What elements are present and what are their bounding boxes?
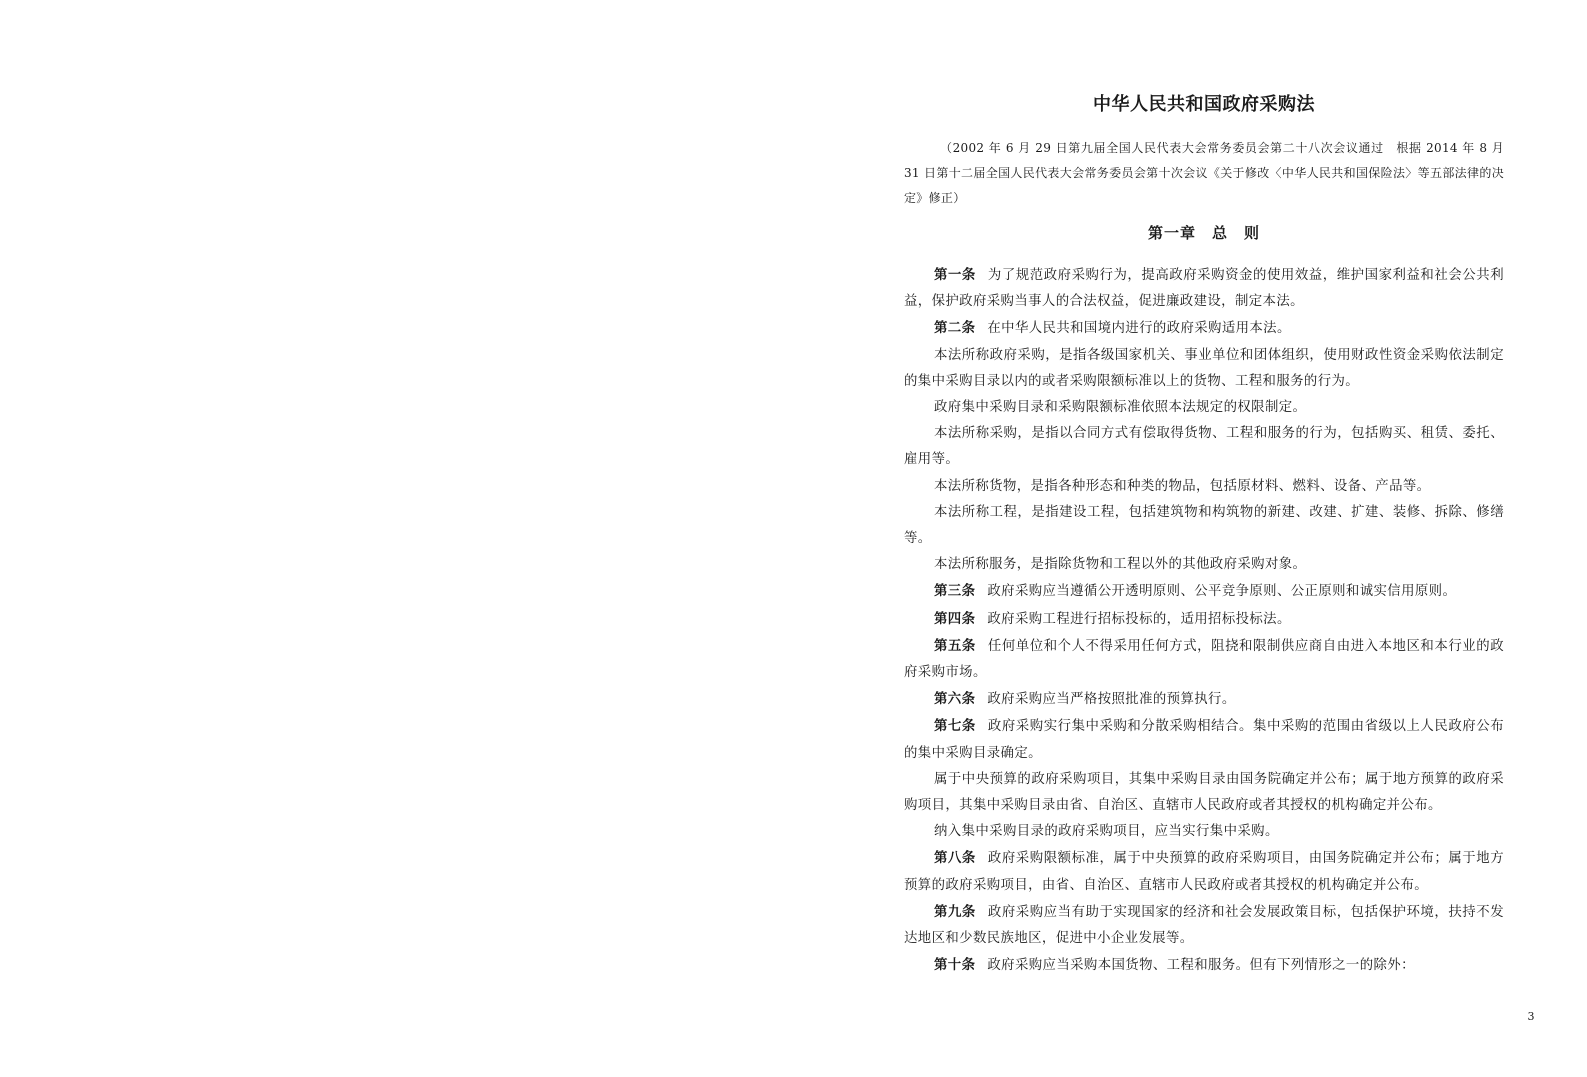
- blank-left-page: [0, 0, 790, 1077]
- article-paragraph: [904, 633, 1504, 686]
- article-label: 第二条: [934, 320, 976, 337]
- right-page: [904, 0, 1504, 1077]
- clause-paragraph: [904, 552, 1504, 578]
- article-label: 第十条: [934, 957, 976, 974]
- article-paragraph: [904, 315, 1504, 342]
- article-body: [904, 262, 1504, 979]
- paragraph-text: 在中华人民共和国境内进行的政府采购适用本法。: [987, 321, 1291, 337]
- article-label: 第九条: [934, 903, 976, 920]
- paragraph-text: 本法所称服务，是指除货物和工程以外的其他政府采购对象。: [934, 557, 1307, 573]
- paragraph-text: 为了规范政府采购行为，提高政府采购资金的使用效益，维护国家利益和社会公共利益，保护政府采购当事人的合法权益，促进廉政建设，制定本法。: [904, 268, 1504, 310]
- paragraph-text: 本法所称工程，是指建设工程，包括建筑物和构筑物的新建、改建、扩建、装修、拆除、修缮等。: [904, 504, 1504, 547]
- paragraph-text: 政府采购应当遵循公开透明原则、公平竞争原则、公正原则和诚实信用原则。: [987, 584, 1457, 600]
- paragraph-text: 政府集中采购目录和采购限额标准依照本法规定的权限制定。: [934, 400, 1307, 416]
- clause-paragraph: [904, 343, 1504, 395]
- paragraph-text: 政府采购工程进行招标投标的，适用招标投标法。: [987, 611, 1291, 627]
- clause-paragraph: [904, 767, 1504, 819]
- paragraph-text: 政府采购应当采购本国货物、工程和服务。但有下列情形之一的除外：: [987, 958, 1415, 974]
- page-number: 3: [1527, 1010, 1535, 1023]
- article-label: 第四条: [934, 610, 976, 627]
- paragraph-text: 本法所称政府采购，是指各级国家机关、事业单位和团体组织，使用财政性资金采购依法制定的集中采购目录以内的或者采购限额标准以上的货物、工程和服务的行为。: [904, 347, 1504, 389]
- article-label: 第七条: [934, 718, 976, 735]
- paragraph-text: 属于中央预算的政府采购项目，其集中采购目录由国务院确定并公布；属于地方预算的政府采购项目，其集中采购目录由省、自治区、直辖市人民政府或者其授权的机构确定并公布。: [904, 771, 1504, 814]
- paragraph-text: 本法所称货物，是指各种形态和种类的物品，包括原材料、燃料、设备、产品等。: [934, 478, 1431, 494]
- paragraph-text: 政府采购应当有助于实现国家的经济和社会发展政策目标，包括保护环境，扶持不发达地区和少数民族地区，促进中小企业发展等。: [904, 904, 1504, 947]
- adoption-note: （2002 年 6 月 29 日第九届全国人民代表大会常务委员会第二十八次会议通过 根据 2014 年 8 月 31 日第十二届全国人民代表大会常务委员会第十次会议《关于修改〈中华人民共和国保险法〉等五部法律的决定》修正）: [904, 141, 1504, 205]
- article-paragraph: [904, 845, 1504, 898]
- paragraph-text: 本法所称采购，是指以合同方式有偿取得货物、工程和服务的行为，包括购买、租赁、委托、雇用等。: [904, 426, 1504, 468]
- chapter-heading: 第一章 总 则: [1147, 224, 1260, 242]
- paragraph-text: 政府采购应当严格按照批准的预算执行。: [987, 692, 1236, 708]
- law-title: 中华人民共和国政府采购法: [1093, 94, 1315, 115]
- article-label: 第一条: [934, 267, 976, 283]
- article-paragraph: [904, 713, 1504, 766]
- paragraph-text: 纳入集中采购目录的政府采购项目，应当实行集中采购。: [934, 824, 1279, 840]
- article-paragraph: [904, 262, 1504, 315]
- clause-paragraph: [904, 474, 1504, 500]
- article-label: 第六条: [934, 691, 976, 708]
- clause-paragraph: [904, 395, 1504, 421]
- article-label: 第八条: [934, 850, 976, 867]
- article-label: 第五条: [934, 637, 976, 654]
- clause-paragraph: [904, 421, 1504, 473]
- article-paragraph: [904, 686, 1504, 713]
- article-paragraph: [904, 899, 1504, 952]
- article-paragraph: [904, 578, 1504, 605]
- paragraph-text: 政府采购限额标准，属于中央预算的政府采购项目，由国务院确定并公布；属于地方预算的政府采购项目，由省、自治区、直辖市人民政府或者其授权的机构确定并公布。: [904, 851, 1504, 893]
- clause-paragraph: [904, 819, 1504, 845]
- paragraph-text: 任何单位和个人不得采用任何方式，阻挠和限制供应商自由进入本地区和本行业的政府采购市场。: [904, 638, 1504, 681]
- paragraph-text: 政府采购实行集中采购和分散采购相结合。集中采购的范围由省级以上人民政府公布的集中采购目录确定。: [904, 719, 1504, 761]
- article-label: 第三条: [934, 583, 976, 600]
- article-paragraph: [904, 952, 1504, 979]
- article-paragraph: [904, 606, 1504, 633]
- clause-paragraph: [904, 500, 1504, 552]
